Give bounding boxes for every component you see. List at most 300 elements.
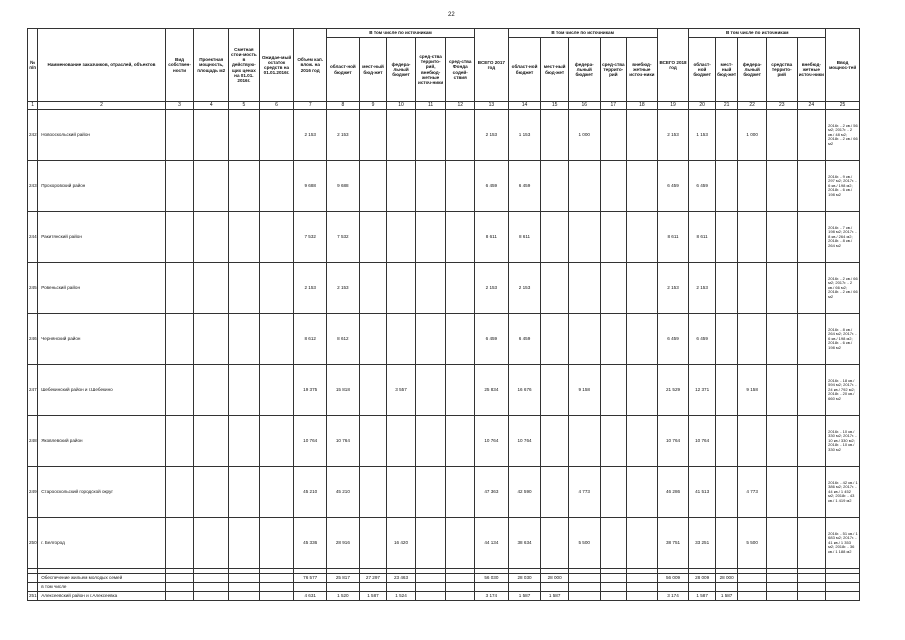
regional-2017: 16 676 <box>508 365 541 416</box>
offbudget-2018 <box>797 212 826 263</box>
header-federal-2017: федера-льный бюджет <box>568 38 600 102</box>
cost-cell <box>229 314 260 365</box>
empty-cell <box>229 583 260 592</box>
local-2017 <box>541 518 569 569</box>
total-2018: 8 611 <box>657 212 689 263</box>
total-2017: 47 363 <box>475 467 509 518</box>
column-number: 13 <box>475 102 509 110</box>
subtotal-label: в том числе <box>38 583 166 592</box>
local-2018 <box>715 110 737 161</box>
empty-cell <box>657 583 689 592</box>
territory-2018 <box>766 212 797 263</box>
row-number: 243 <box>28 161 38 212</box>
row-number: 250 <box>28 518 38 569</box>
federal-2018 <box>738 161 767 212</box>
header-territory-2017: сред-ства террито-рий <box>600 38 627 102</box>
federal-2016: 23 463 <box>387 574 416 583</box>
empty-cell <box>229 574 260 583</box>
header-territory-2018: средства террито-рий <box>766 38 797 102</box>
ownership-cell <box>165 365 194 416</box>
remainder-cell <box>259 161 294 212</box>
local-2016 <box>359 263 387 314</box>
empty-cell <box>475 583 509 592</box>
regional-2016: 2 153 <box>327 110 360 161</box>
local-2017 <box>541 263 569 314</box>
input-capacity: 2016г. - 9 кв./ 297 м2; 2017г. - 6 кв./ 198 м2; 2018г. - 6 кв./ 198 м2 <box>826 161 860 212</box>
row-number: 248 <box>28 416 38 467</box>
federal-2018 <box>738 416 767 467</box>
table-row <box>28 263 860 314</box>
local-2018: 1 587 <box>715 592 737 601</box>
offbudget-2017 <box>627 365 658 416</box>
column-number-row <box>28 102 860 110</box>
empty-cell <box>28 583 38 592</box>
input-capacity: 2016г. - 2 кв./ 56 м2; 2017г. - 2 кв./ 48 м2; 2018г. - 2 кв./ 66 м2 <box>826 110 860 161</box>
empty-cell <box>259 574 294 583</box>
local-2017 <box>541 314 569 365</box>
offbudget-2018 <box>797 161 826 212</box>
territory-2017 <box>600 314 627 365</box>
territory-2016 <box>415 110 446 161</box>
volume-2016: 45 210 <box>294 467 327 518</box>
empty-cell <box>826 574 860 583</box>
cost-cell <box>229 212 260 263</box>
empty-cell <box>689 583 716 592</box>
total-2018: 2 153 <box>657 110 689 161</box>
row-number: 247 <box>28 365 38 416</box>
remainder-cell <box>259 110 294 161</box>
total-2018: 3 174 <box>657 592 689 601</box>
regional-2018: 28 009 <box>689 574 716 583</box>
total-2018: 56 009 <box>657 574 689 583</box>
summary-row <box>28 574 860 583</box>
regional-2017: 2 153 <box>508 263 541 314</box>
column-number: 7 <box>294 102 327 110</box>
federal-2017: 5 500 <box>568 518 600 569</box>
row-number: 251 <box>28 592 38 601</box>
capacity-cell <box>194 518 229 569</box>
local-2017: 28 000 <box>541 574 569 583</box>
row-name: Прохоровский район <box>38 161 166 212</box>
offbudget-2018 <box>797 416 826 467</box>
remainder-cell <box>259 518 294 569</box>
territory-2016 <box>415 212 446 263</box>
volume-2016: 76 577 <box>294 574 327 583</box>
column-number: 22 <box>738 102 767 110</box>
regional-2016: 7 532 <box>327 212 360 263</box>
header-expected-remainder: Ожидае-мый остаток средств на 01.01.2016г. <box>259 29 294 102</box>
remainder-cell <box>259 416 294 467</box>
federal-2016: 16 420 <box>387 518 416 569</box>
federal-2016 <box>387 263 416 314</box>
header-local-2016: мест-ный бюд-жет <box>359 38 387 102</box>
federal-2018 <box>738 263 767 314</box>
ownership-cell <box>165 467 194 518</box>
federal-2017 <box>568 263 600 314</box>
header-total-2017: ВСЕГО 2017 год <box>475 29 509 102</box>
territory-2018 <box>766 365 797 416</box>
column-number: 24 <box>797 102 826 110</box>
volume-2016: 9 688 <box>294 161 327 212</box>
empty-cell <box>738 574 767 583</box>
fund-2016 <box>446 161 475 212</box>
empty-cell <box>165 583 194 592</box>
territory-2017 <box>600 263 627 314</box>
fund-2016 <box>446 518 475 569</box>
column-number: 20 <box>689 102 716 110</box>
total-2018: 46 286 <box>657 467 689 518</box>
total-2017: 6 459 <box>475 161 509 212</box>
total-2017: 3 174 <box>475 592 509 601</box>
column-number: 10 <box>387 102 416 110</box>
local-2018 <box>715 161 737 212</box>
cost-cell <box>229 416 260 467</box>
header-federal-2016: федера-льный бюджет <box>387 38 416 102</box>
empty-cell <box>600 583 627 592</box>
row-name: Ракитянский район <box>38 212 166 263</box>
total-2017: 2 153 <box>475 110 509 161</box>
row-number: 242 <box>28 110 38 161</box>
cost-cell <box>229 161 260 212</box>
cost-cell <box>229 110 260 161</box>
remainder-cell <box>259 467 294 518</box>
federal-2016: 3 557 <box>387 365 416 416</box>
column-number: 4 <box>194 102 229 110</box>
header-offbudget-2018: внебюд-жетные источ-ники <box>797 38 826 102</box>
territory-2016 <box>415 263 446 314</box>
column-number: 14 <box>508 102 541 110</box>
local-2016 <box>359 365 387 416</box>
header-sources-2017: В том числе по источникам <box>508 29 657 38</box>
fund-2016 <box>446 467 475 518</box>
territory-2017 <box>600 110 627 161</box>
volume-2016: 2 153 <box>294 110 327 161</box>
empty-cell <box>826 592 860 601</box>
total-2018: 6 459 <box>657 314 689 365</box>
offbudget-2018 <box>797 110 826 161</box>
row-number <box>28 574 38 583</box>
header-sources-2018: В том числе по источникам <box>689 29 826 38</box>
header-local-2018: мест-ный бюд-жет <box>715 38 737 102</box>
local-2017 <box>541 416 569 467</box>
empty-cell <box>797 583 826 592</box>
regional-2018: 12 371 <box>689 365 716 416</box>
regional-2018: 6 459 <box>689 161 716 212</box>
regional-2018: 1 153 <box>689 110 716 161</box>
offbudget-2018 <box>797 467 826 518</box>
local-2016 <box>359 212 387 263</box>
empty-cell <box>568 583 600 592</box>
fund-2016 <box>446 365 475 416</box>
row-name: Алексеевский район и г.Алексеевка <box>38 592 166 601</box>
offbudget-2017 <box>627 263 658 314</box>
empty-cell <box>508 583 541 592</box>
offbudget-2017 <box>627 110 658 161</box>
local-2017 <box>541 467 569 518</box>
territory-2017 <box>600 518 627 569</box>
local-2018 <box>715 263 737 314</box>
ownership-cell <box>165 518 194 569</box>
empty-cell <box>229 592 260 601</box>
row-name: Чернянский район <box>38 314 166 365</box>
page-number: 22 <box>448 12 455 18</box>
remainder-cell <box>259 212 294 263</box>
regional-2016: 45 210 <box>327 467 360 518</box>
column-number: 2 <box>38 102 166 110</box>
table-row <box>28 314 860 365</box>
table-row <box>28 161 860 212</box>
column-number: 19 <box>657 102 689 110</box>
row-number: 245 <box>28 263 38 314</box>
volume-2016: 8 612 <box>294 314 327 365</box>
column-number: 8 <box>327 102 360 110</box>
empty-cell <box>738 583 767 592</box>
empty-cell <box>627 583 658 592</box>
column-number: 3 <box>165 102 194 110</box>
investment-table <box>27 28 860 601</box>
row-name: Ровеньский район <box>38 263 166 314</box>
header-est-cost: Сметная стои-мость в действую-щих ценах на 01.01. 2016г. <box>229 29 260 102</box>
total-2017: 10 764 <box>475 416 509 467</box>
column-number: 12 <box>446 102 475 110</box>
empty-cell <box>415 592 446 601</box>
remainder-cell <box>259 314 294 365</box>
header-input-capacity: Ввод мощнос-тей <box>826 29 860 102</box>
local-2018 <box>715 467 737 518</box>
column-number: 23 <box>766 102 797 110</box>
ownership-cell <box>165 263 194 314</box>
empty-cell <box>568 574 600 583</box>
regional-2017: 28 030 <box>508 574 541 583</box>
offbudget-2017 <box>627 314 658 365</box>
regional-2016: 10 764 <box>327 416 360 467</box>
territory-2016 <box>415 416 446 467</box>
territory-2018 <box>766 263 797 314</box>
local-2016 <box>359 161 387 212</box>
regional-2017: 38 634 <box>508 518 541 569</box>
table-row <box>28 365 860 416</box>
regional-2016: 1 520 <box>327 592 360 601</box>
local-2017 <box>541 110 569 161</box>
federal-2017: 9 158 <box>568 365 600 416</box>
row-name: г. Белгород <box>38 518 166 569</box>
empty-cell <box>627 574 658 583</box>
regional-2018: 6 459 <box>689 314 716 365</box>
regional-2016: 8 612 <box>327 314 360 365</box>
row-name: Шебекинский район и г.Шебекино <box>38 365 166 416</box>
regional-2017: 8 611 <box>508 212 541 263</box>
row-name: Старооскольский городской округ <box>38 467 166 518</box>
fund-2016 <box>446 212 475 263</box>
federal-2016 <box>387 161 416 212</box>
local-2016 <box>359 314 387 365</box>
empty-cell <box>359 583 387 592</box>
empty-cell <box>165 592 194 601</box>
local-2017 <box>541 365 569 416</box>
total-2017: 6 459 <box>475 314 509 365</box>
empty-cell <box>600 574 627 583</box>
regional-2018: 2 153 <box>689 263 716 314</box>
offbudget-2017 <box>627 416 658 467</box>
territory-2017 <box>600 365 627 416</box>
offbudget-2018 <box>797 263 826 314</box>
territory-2016 <box>415 365 446 416</box>
territory-2017 <box>600 161 627 212</box>
local-2018 <box>715 416 737 467</box>
remainder-cell <box>259 365 294 416</box>
territory-2018 <box>766 416 797 467</box>
fund-2016 <box>446 314 475 365</box>
ownership-cell <box>165 161 194 212</box>
federal-2016 <box>387 416 416 467</box>
local-2016 <box>359 467 387 518</box>
territory-2016 <box>415 518 446 569</box>
empty-cell <box>327 583 360 592</box>
offbudget-2017 <box>627 518 658 569</box>
column-number: 21 <box>715 102 737 110</box>
column-number: 11 <box>415 102 446 110</box>
offbudget-2017 <box>627 212 658 263</box>
column-number: 6 <box>259 102 294 110</box>
total-2018: 21 529 <box>657 365 689 416</box>
column-number: 15 <box>541 102 569 110</box>
input-capacity: 2016г. - 7 кв./ 198 м2; 2017г. - 8 кв./ 264 м2; 2018г. - 8 кв./ 264 м2 <box>826 212 860 263</box>
header-regional-2016: област-ной бюджет <box>327 38 360 102</box>
empty-cell <box>600 592 627 601</box>
capacity-cell <box>194 263 229 314</box>
input-capacity: 2016г. - 51 кв./ 1 683 м2; 2017г. - 41 кв./ 1 353 м2; 2018г. - 36 кв./ 1 188 м2 <box>826 518 860 569</box>
regional-2016: 28 916 <box>327 518 360 569</box>
total-2018: 38 751 <box>657 518 689 569</box>
ownership-cell <box>165 416 194 467</box>
fund-2016 <box>446 110 475 161</box>
regional-2016: 25 817 <box>327 574 360 583</box>
regional-2018: 8 611 <box>689 212 716 263</box>
header-federal-2018: федера-льный бюджет <box>738 38 767 102</box>
row-number: 244 <box>28 212 38 263</box>
offbudget-2017 <box>627 161 658 212</box>
table-row <box>28 212 860 263</box>
input-capacity: 2016г. - 42 кв./ 1 386 м2; 2017г. - 44 кв./ 1 452 м2; 2018г. - 43 кв./ 1 419 м2 <box>826 467 860 518</box>
total-2018: 6 459 <box>657 161 689 212</box>
volume-2016: 19 375 <box>294 365 327 416</box>
empty-cell <box>766 583 797 592</box>
empty-cell <box>738 592 767 601</box>
federal-2016: 1 524 <box>387 592 416 601</box>
federal-2017 <box>568 212 600 263</box>
empty-cell <box>259 583 294 592</box>
volume-2016: 7 532 <box>294 212 327 263</box>
header-regional-2017: област-ной бюджет <box>508 38 541 102</box>
local-2016 <box>359 518 387 569</box>
header-name: Наименование заказчиков, отраслей, объектов <box>38 29 166 102</box>
column-number: 1 <box>28 102 38 110</box>
total-2018: 10 764 <box>657 416 689 467</box>
volume-2016: 2 153 <box>294 263 327 314</box>
total-2017: 2 153 <box>475 263 509 314</box>
capacity-cell <box>194 365 229 416</box>
table-row <box>28 110 860 161</box>
fund-2016 <box>446 263 475 314</box>
regional-2016: 2 153 <box>327 263 360 314</box>
empty-cell <box>294 583 327 592</box>
offbudget-2018 <box>797 518 826 569</box>
regional-2018: 33 251 <box>689 518 716 569</box>
header-total-2018: ВСЕГО 2018 год <box>657 29 689 102</box>
empty-cell <box>415 574 446 583</box>
federal-2016 <box>387 212 416 263</box>
federal-2016 <box>387 110 416 161</box>
local-2016 <box>359 110 387 161</box>
volume-2016: 10 764 <box>294 416 327 467</box>
local-2018 <box>715 314 737 365</box>
local-2018: 28 000 <box>715 574 737 583</box>
regional-2017: 6 459 <box>508 161 541 212</box>
local-2018 <box>715 212 737 263</box>
row-name: Новооскольский район <box>38 110 166 161</box>
column-number: 9 <box>359 102 387 110</box>
local-2016 <box>359 416 387 467</box>
total-2018: 2 153 <box>657 263 689 314</box>
row-name: Яковлевский район <box>38 416 166 467</box>
fund-2016 <box>446 416 475 467</box>
empty-cell <box>541 583 569 592</box>
territory-2018 <box>766 161 797 212</box>
regional-2017: 42 590 <box>508 467 541 518</box>
empty-cell <box>766 574 797 583</box>
table-row <box>28 518 860 569</box>
federal-2018: 4 773 <box>738 467 767 518</box>
empty-cell <box>387 583 416 592</box>
ownership-cell <box>165 110 194 161</box>
empty-cell <box>797 574 826 583</box>
capacity-cell <box>194 416 229 467</box>
empty-cell <box>568 592 600 601</box>
empty-cell <box>415 583 446 592</box>
local-2018 <box>715 365 737 416</box>
volume-2016: 45 336 <box>294 518 327 569</box>
ownership-cell <box>165 314 194 365</box>
empty-cell <box>194 574 229 583</box>
column-number: 16 <box>568 102 600 110</box>
regional-2018: 1 587 <box>689 592 716 601</box>
empty-cell <box>194 592 229 601</box>
regional-2017: 6 459 <box>508 314 541 365</box>
subtotal-label-row <box>28 583 860 592</box>
regional-2016: 9 688 <box>327 161 360 212</box>
territory-2018 <box>766 518 797 569</box>
territory-2017 <box>600 467 627 518</box>
column-number: 25 <box>826 102 860 110</box>
ownership-cell <box>165 212 194 263</box>
regional-2017: 1 587 <box>508 592 541 601</box>
federal-2018: 1 000 <box>738 110 767 161</box>
remainder-cell <box>259 263 294 314</box>
federal-2017 <box>568 314 600 365</box>
header-regional-2018: област-ной бюджет <box>689 38 716 102</box>
empty-cell <box>165 574 194 583</box>
local-2018 <box>715 518 737 569</box>
offbudget-2018 <box>797 314 826 365</box>
regional-2018: 10 764 <box>689 416 716 467</box>
header-ownership: Вид собствен-ности <box>165 29 194 102</box>
federal-2017 <box>568 161 600 212</box>
header-local-2017: мест-ный бюд-жет <box>541 38 569 102</box>
input-capacity: 2016г. - 10 кв./ 330 м2; 2017г. - 10 кв./ 330 м2; 2018г. - 10 кв./ 330 м2 <box>826 416 860 467</box>
table-row <box>28 592 860 601</box>
empty-cell <box>446 583 475 592</box>
capacity-cell <box>194 467 229 518</box>
